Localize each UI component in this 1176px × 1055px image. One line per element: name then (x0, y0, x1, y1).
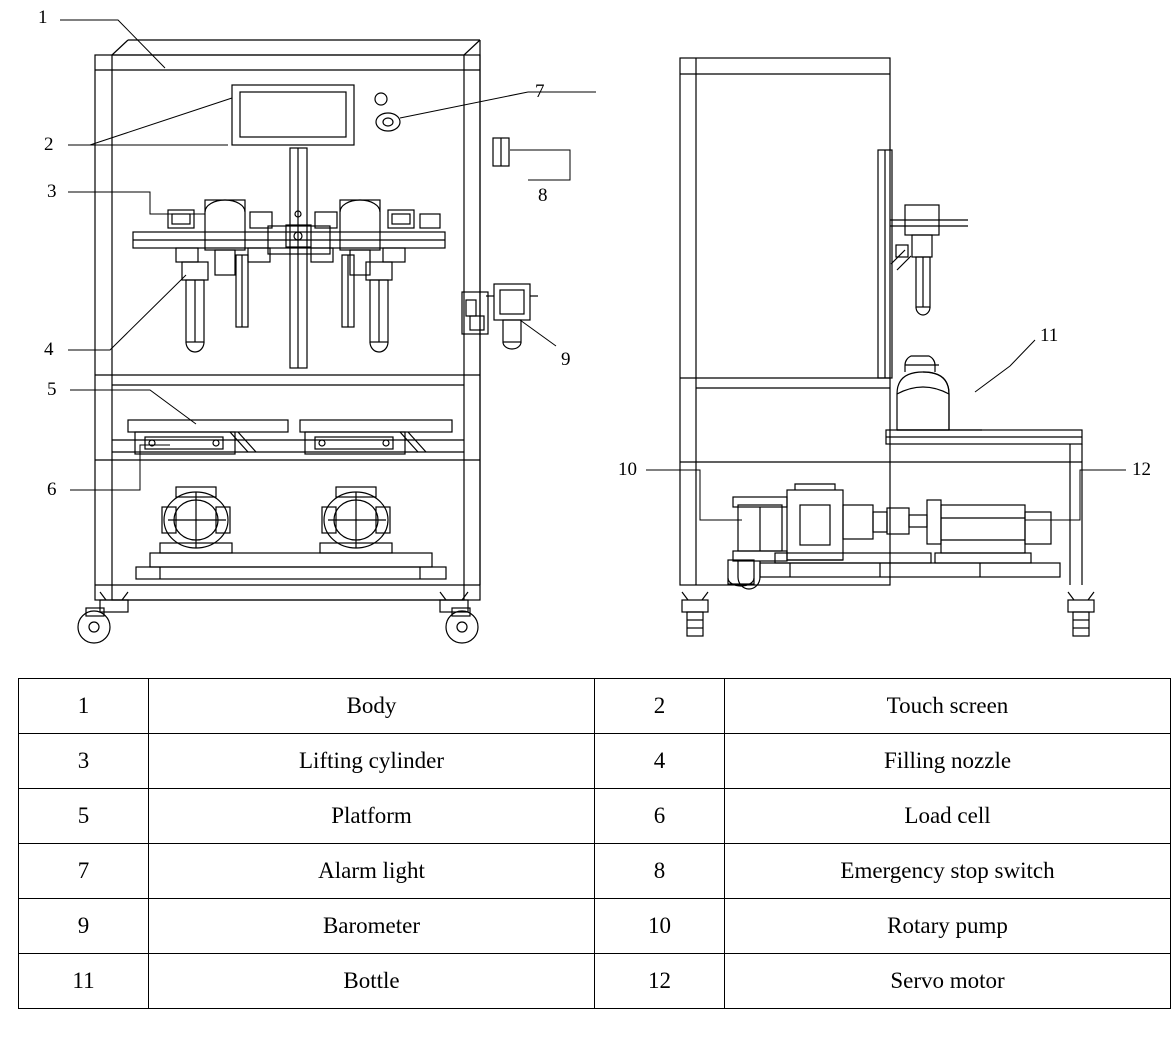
legend-number: 11 (19, 954, 149, 1009)
platform-group (112, 420, 464, 454)
legend-name: Servo motor (725, 954, 1171, 1009)
bottle (897, 356, 982, 430)
legend-name: Load cell (725, 789, 1171, 844)
legend-number: 1 (19, 679, 149, 734)
callout-12: 12 (1132, 459, 1151, 480)
front-view (78, 40, 538, 643)
legend-name: Body (149, 679, 595, 734)
legend-number: 3 (19, 734, 149, 789)
legend-number: 5 (19, 789, 149, 844)
legend-number: 6 (595, 789, 725, 844)
legend-number: 8 (595, 844, 725, 899)
callout-6: 6 (47, 479, 57, 500)
table-row (19, 899, 1171, 954)
legend-name: Barometer (149, 899, 595, 954)
side-nozzle (890, 205, 968, 315)
castor-side-left (682, 592, 708, 636)
side-view (680, 58, 1094, 636)
table-row (19, 789, 1171, 844)
callout-2: 2 (44, 134, 54, 155)
touch-screen-outline (232, 85, 354, 145)
pump-front-right (320, 487, 392, 553)
pump-front-left (160, 487, 232, 553)
callout-4: 4 (44, 339, 54, 360)
legend-number: 7 (19, 844, 149, 899)
callout-5: 5 (47, 379, 57, 400)
lifting-cylinder-left (168, 200, 272, 275)
legend-name: Touch screen (725, 679, 1171, 734)
table-row (19, 679, 1171, 734)
legend-table (18, 678, 1171, 1009)
callout-10: 10 (618, 459, 637, 480)
legend-name: Bottle (149, 954, 595, 1009)
callout-8: 8 (538, 185, 548, 206)
callout-3: 3 (47, 181, 57, 202)
legend-number: 12 (595, 954, 725, 1009)
castor-side-right (1068, 592, 1094, 636)
table-row (19, 844, 1171, 899)
legend-name: Lifting cylinder (149, 734, 595, 789)
rotary-pump (733, 484, 887, 589)
legend-number: 9 (19, 899, 149, 954)
alarm-light-outline (376, 113, 400, 131)
table-row (19, 954, 1171, 1009)
legend-name: Rotary pump (725, 899, 1171, 954)
legend-body (19, 679, 1171, 1009)
barometer-group (462, 284, 538, 349)
callout-9: 9 (561, 349, 571, 370)
legend-name: Alarm light (149, 844, 595, 899)
leader-lines (60, 20, 1126, 520)
callout-11: 11 (1040, 325, 1059, 346)
callout-7: 7 (535, 81, 545, 102)
emergency-stop-switch (493, 138, 509, 166)
legend-name: Filling nozzle (725, 734, 1171, 789)
legend-number: 10 (595, 899, 725, 954)
legend-number: 2 (595, 679, 725, 734)
castor-front-left (78, 592, 128, 643)
legend-name: Platform (149, 789, 595, 844)
legend-name: Emergency stop switch (725, 844, 1171, 899)
callout-1: 1 (38, 7, 48, 28)
legend-number: 4 (595, 734, 725, 789)
table-row (19, 734, 1171, 789)
